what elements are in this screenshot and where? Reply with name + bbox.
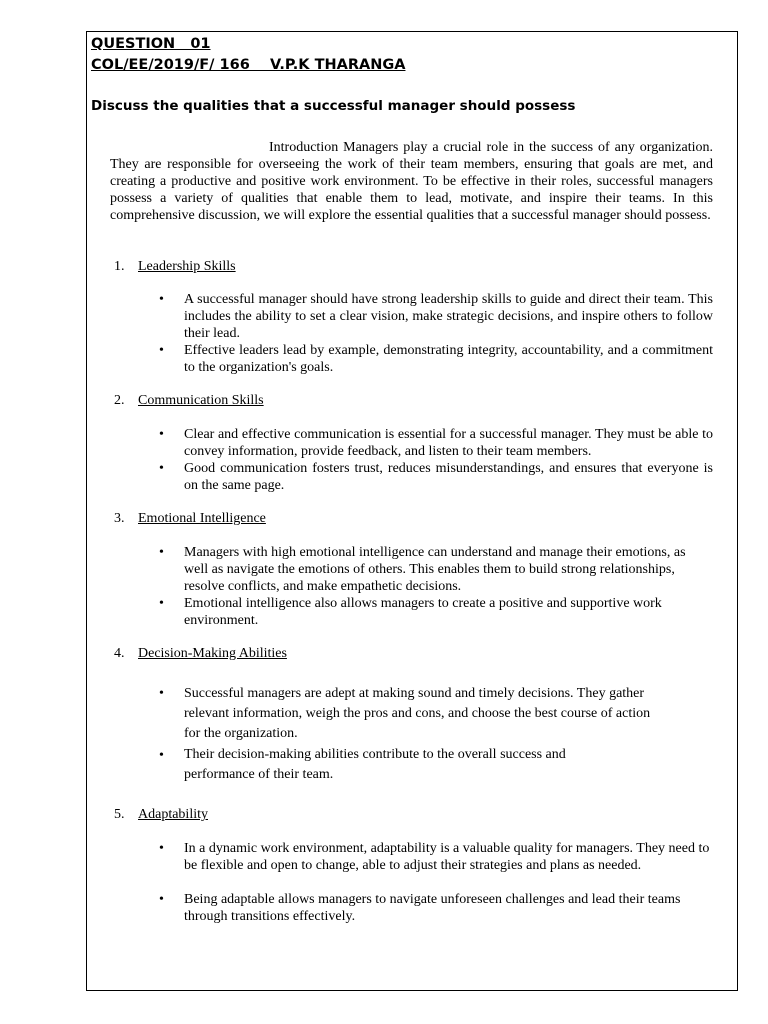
bullet-icon: •: [159, 461, 164, 476]
bullet-icon: •: [159, 292, 164, 307]
list-item: Emotional intelligence also allows managers to create a positive and supportive work environment.: [184, 596, 662, 628]
bullet-icon: •: [159, 686, 164, 701]
question-label: QUESTION 01: [91, 36, 211, 52]
student-id: COL/EE/2019/F/ 166 V.P.K THARANGA: [91, 57, 406, 73]
list-item: A successful manager should have strong leadership skills to guide and direct their team. This includes the ability to set a clear vision, make strategic decisions, and inspire others to follow their lead.: [184, 292, 713, 341]
bullet-icon: •: [159, 748, 164, 763]
list-item: Managers with high emotional intelligence can understand and manage their emotions, as well as navigate the emotions of others. This enables them to build strong relationships, resolve conflicts, and make empathetic decisions.: [184, 545, 686, 594]
bullet-icon: •: [159, 545, 164, 560]
section-number: 4.: [114, 646, 125, 661]
section-number: 3.: [114, 511, 125, 526]
section-heading-emotional-intelligence: Emotional Intelligence: [138, 511, 266, 526]
bullet-icon: •: [159, 841, 164, 856]
page-title: Discuss the qualities that a successful manager should possess: [91, 98, 576, 114]
bullet-icon: •: [159, 892, 164, 907]
intro-rest: organization. They are responsible for overseeing the work of their team members, ensuring that goals are met, and creating a productive and positive work environment. To be effective in their roles, successful managers possess a variety of qualities that enable them to lead, motivate, and inspire their teams. In this comprehensive discussion, we will explore the essential qualities that a successful manager should possess.: [110, 140, 714, 223]
section-number: 1.: [114, 259, 125, 274]
section-number: 5.: [114, 807, 125, 822]
bullet-icon: •: [159, 596, 164, 611]
bullet-icon: •: [159, 343, 164, 358]
list-item: Clear and effective communication is essential for a successful manager. They must be able to convey information, provide feedback, and listen to their team members.: [184, 427, 713, 459]
section-heading-leadership: Leadership Skills: [138, 259, 236, 274]
section-heading-decision-making: Decision-Making Abilities: [138, 646, 287, 661]
list-item: Their decision-making abilities contribute to the overall success and performance of their team.: [184, 747, 566, 782]
section-number: 2.: [114, 393, 125, 408]
bullet-icon: •: [159, 427, 164, 442]
list-item: Good communication fosters trust, reduces misunderstandings, and ensures that everyone is on the same page.: [184, 461, 713, 493]
intro-paragraph: [110, 139, 713, 224]
list-item: In a dynamic work environment, adaptability is a valuable quality for managers. They need to be flexible and open to change, able to adjust their strategies and plans as needed.: [184, 841, 710, 873]
list-item: Effective leaders lead by example, demonstrating integrity, accountability, and a commitment to the organization's goals.: [184, 343, 713, 375]
list-item: Being adaptable allows managers to navigate unforeseen challenges and lead their teams through transitions effectively.: [184, 892, 681, 924]
section-heading-communication: Communication Skills: [138, 393, 264, 408]
section-heading-adaptability: Adaptability: [138, 807, 208, 822]
intro-lead: Introduction Managers play a crucial role in the success of any: [269, 140, 635, 155]
list-item: Successful managers are adept at making sound and timely decisions. They gather relevant information, weigh the pros and cons, and choose the best course of action for the organization.: [184, 686, 651, 741]
